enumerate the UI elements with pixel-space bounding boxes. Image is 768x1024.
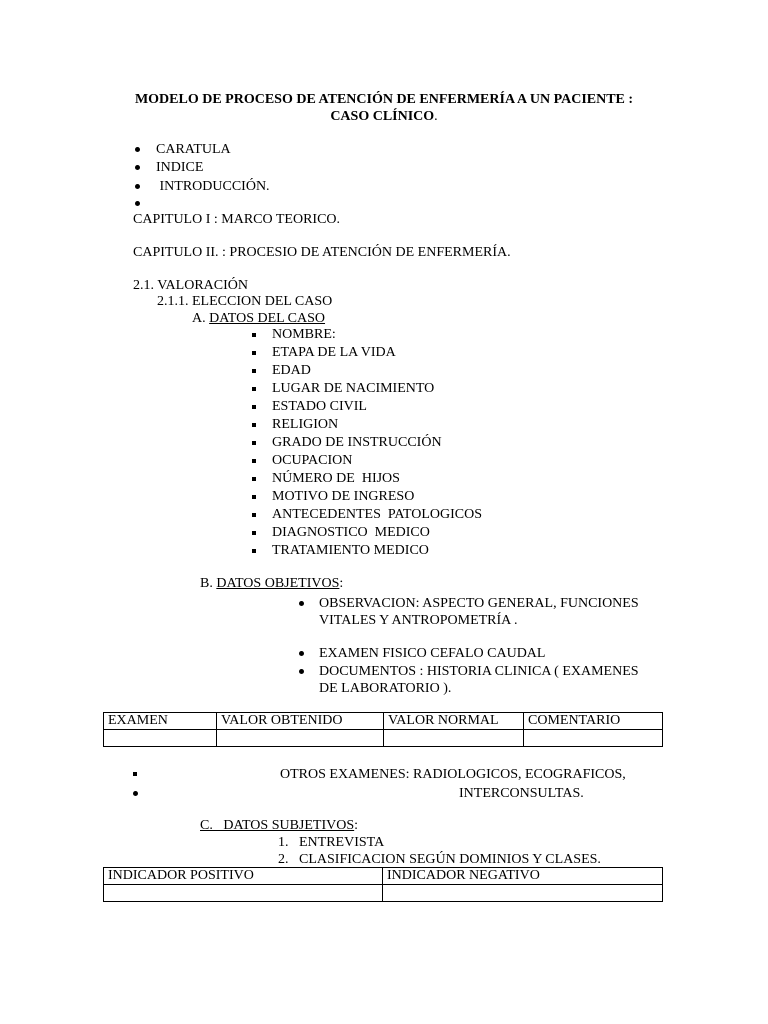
document-title-period: . <box>434 109 438 124</box>
square-bullet-icon <box>133 772 137 776</box>
exam-table-cell[interactable] <box>384 730 524 747</box>
caso-item: MOTIVO DE INGRESO <box>272 489 415 504</box>
indicator-table-header-positivo: INDICADOR POSITIVO <box>104 868 383 885</box>
exam-table-header-valor-obtenido: VALOR OBTENIDO <box>217 713 384 730</box>
caso-item: EDAD <box>272 363 311 378</box>
section-2-1-heading: 2.1. VALORACIÓN <box>133 278 248 293</box>
intro-item-caratula: CARATULA <box>156 142 231 157</box>
otros-examenes-line2: INTERCONSULTAS. <box>459 786 584 801</box>
document-title-line1: MODELO DE PROCESO DE ATENCIÓN DE ENFERMERÍA A UN PACIENTE : <box>134 92 634 107</box>
chapter-1-heading: CAPITULO I : MARCO TEORICO. <box>133 212 341 227</box>
datos-caso-prefix: A. <box>192 311 210 326</box>
square-bullet-icon <box>252 531 256 535</box>
exam-table-cell[interactable] <box>217 730 384 747</box>
caso-item: LUGAR DE NACIMIENTO <box>272 381 435 396</box>
square-bullet-icon <box>252 351 256 355</box>
intro-item-indice: INDICE <box>156 160 204 175</box>
chapter-2-heading: CAPITULO II. : PROCESIO DE ATENCIÓN DE ENFERMERÍA. <box>133 245 511 260</box>
documentos-line2: DE LABORATORIO ). <box>319 681 452 696</box>
caso-item: GRADO DE INSTRUCCIÓN <box>272 435 442 450</box>
datos-objetivos-label: DATOS OBJETIVOS <box>216 576 340 591</box>
caso-item: NOMBRE: <box>272 327 336 342</box>
intro-item-introduccion: INTRODUCCIÓN. <box>156 179 270 194</box>
bullet-icon <box>135 147 140 152</box>
bullet-icon <box>299 669 304 674</box>
documentos-line1: DOCUMENTOS : HISTORIA CLINICA ( EXAMENES <box>319 664 639 679</box>
caso-item: TRATAMIENTO MEDICO <box>272 543 429 558</box>
subjetivo-item-clasificacion: CLASIFICACION SEGÚN DOMINIOS Y CLASES. <box>299 852 601 867</box>
observacion-line2: VITALES Y ANTROPOMETRÍA . <box>319 613 518 628</box>
indicator-table-cell[interactable] <box>383 885 663 902</box>
exam-table-header-row <box>104 713 663 730</box>
otros-examenes-line1: OTROS EXAMENES: RADIOLOGICOS, ECOGRAFICOS, <box>280 767 626 782</box>
exam-table-row <box>104 730 663 747</box>
subjetivo-item-entrevista: ENTREVISTA <box>299 835 385 850</box>
indicator-table-row <box>104 885 663 902</box>
observacion-line1: OBSERVACION: ASPECTO GENERAL, FUNCIONES <box>319 596 639 611</box>
bullet-icon <box>135 201 140 206</box>
caso-item: ESTADO CIVIL <box>272 399 367 414</box>
subjetivo-item-num: 1. <box>278 835 289 850</box>
caso-item: OCUPACION <box>272 453 353 468</box>
caso-item: RELIGION <box>272 417 339 432</box>
datos-subjetivos-colon: : <box>354 818 359 833</box>
examen-fisico-item: EXAMEN FISICO CEFALO CAUDAL <box>319 646 546 661</box>
bullet-icon <box>135 165 140 170</box>
bullet-icon <box>299 601 304 606</box>
square-bullet-icon <box>252 423 256 427</box>
datos-subjetivos-label: C. DATOS SUBJETIVOS <box>200 818 355 833</box>
datos-objetivos-prefix: B. <box>200 576 217 591</box>
square-bullet-icon <box>252 369 256 373</box>
square-bullet-icon <box>252 333 256 337</box>
caso-item: ANTECEDENTES PATOLOGICOS <box>272 507 483 522</box>
subjetivo-item-num: 2. <box>278 852 289 867</box>
caso-item: DIAGNOSTICO MEDICO <box>272 525 430 540</box>
square-bullet-icon <box>252 477 256 481</box>
square-bullet-icon <box>252 549 256 553</box>
bullet-icon <box>135 184 140 189</box>
bullet-icon <box>133 791 138 796</box>
datos-caso-heading <box>192 310 325 327</box>
indicator-table-header-negativo: INDICADOR NEGATIVO <box>383 868 663 885</box>
indicator-table-cell[interactable] <box>104 885 383 902</box>
indicator-table <box>103 867 663 902</box>
square-bullet-icon <box>252 495 256 499</box>
square-bullet-icon <box>252 405 256 409</box>
square-bullet-icon <box>252 459 256 463</box>
exam-table <box>103 712 663 747</box>
exam-table-cell[interactable] <box>524 730 663 747</box>
square-bullet-icon <box>252 387 256 391</box>
datos-subjetivos-heading <box>200 817 358 834</box>
square-bullet-icon <box>252 441 256 445</box>
square-bullet-icon <box>252 513 256 517</box>
exam-table-header-comentario: COMENTARIO <box>524 713 663 730</box>
document-title-case: CASO CLÍNICO <box>330 109 435 124</box>
exam-table-header-examen: EXAMEN <box>104 713 217 730</box>
exam-table-header-valor-normal: VALOR NORMAL <box>384 713 524 730</box>
datos-objetivos-heading <box>200 575 343 592</box>
caso-item: ETAPA DE LA VIDA <box>272 345 396 360</box>
datos-caso-label: DATOS DEL CASO <box>209 311 326 326</box>
exam-table-cell[interactable] <box>104 730 217 747</box>
caso-item: NÚMERO DE HIJOS <box>272 471 400 486</box>
document-title-line2 <box>0 108 768 125</box>
indicator-table-header-row <box>104 868 663 885</box>
bullet-icon <box>299 651 304 656</box>
section-2-1-1-heading: 2.1.1. ELECCION DEL CASO <box>157 294 333 309</box>
datos-objetivos-colon: : <box>339 576 344 591</box>
